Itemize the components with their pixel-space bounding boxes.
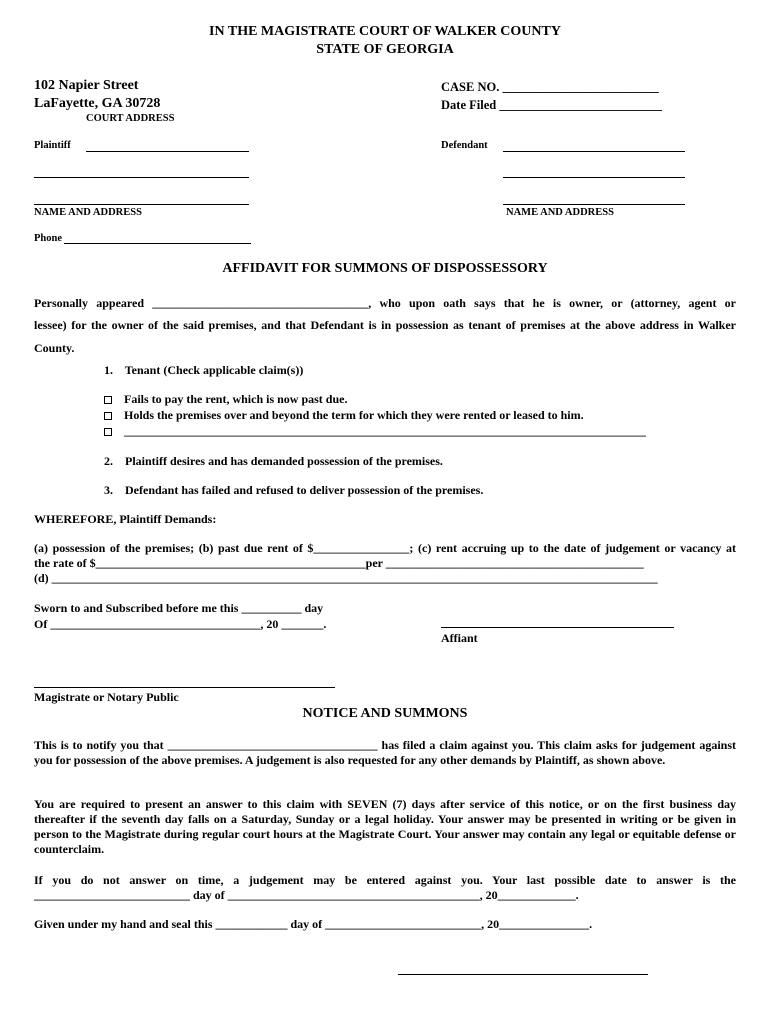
case-number-field[interactable]: CASE NO. _________________________ bbox=[441, 80, 659, 94]
plaintiff-name-address-label: NAME AND ADDRESS bbox=[34, 207, 142, 218]
item-1-label: 1. Tenant (Check applicable claim(s)) bbox=[104, 363, 304, 377]
affidavit-para-line-3: County. bbox=[34, 341, 75, 355]
affidavit-para-line-2: lessee) for the owner of the said premises, and that Defendant is in possession as tenant of premises at the above address in Walker bbox=[34, 318, 736, 332]
affidavit-para-line-1: Personally appeared ____________________________________, who upon oath says that he is owner, or (attorney, agent or bbox=[34, 296, 736, 310]
item-2-label: 2. Plaintiff desires and has demanded possession of the premises. bbox=[104, 454, 443, 468]
defendant-label: Defendant bbox=[441, 140, 488, 151]
claim-option-2: Holds the premises over and beyond the term for which they were rented or leased to him. bbox=[124, 408, 584, 422]
answer-date-line[interactable]: __________________________ day of __________________________________________, 20_____________. bbox=[34, 888, 579, 902]
date-filed-field[interactable]: Date Filed __________________________ bbox=[441, 98, 662, 112]
affidavit-title: AFFIDAVIT FOR SUMMONS OF DISPOSSESSORY bbox=[222, 261, 548, 276]
affiant-label: Affiant bbox=[441, 631, 478, 645]
sworn-line-2[interactable]: Of ___________________________________, 20 _______. bbox=[34, 617, 327, 631]
court-title: IN THE MAGISTRATE COURT OF WALKER COUNTY bbox=[209, 24, 561, 39]
sworn-line-1[interactable]: Sworn to and Subscribed before me this __________ day bbox=[34, 601, 324, 615]
magistrate-label: Magistrate or Notary Public bbox=[34, 690, 179, 704]
item-3-label: 3. Defendant has failed and refused to deliver possession of the premises. bbox=[104, 483, 484, 497]
notice-paragraph-3-line-1: If you do not answer on time, a judgement may be entered against you. Your last possible date to answer is the bbox=[34, 873, 736, 887]
defendant-name-line[interactable] bbox=[503, 151, 685, 152]
defendant-address-line-2[interactable] bbox=[503, 204, 685, 205]
defendant-name-address-label: NAME AND ADDRESS bbox=[506, 207, 614, 218]
phone-label: Phone bbox=[34, 233, 63, 244]
plaintiff-address-line-2[interactable] bbox=[34, 204, 249, 205]
court-city: LaFayette, GA 30728 bbox=[34, 96, 161, 111]
wherefore-label: WHEREFORE, Plaintiff Demands: bbox=[34, 512, 217, 526]
plaintiff-address-line-1[interactable] bbox=[34, 177, 249, 178]
notice-paragraph-1: This is to notify you that ___________________________________ has filed a claim against you. This claim asks for judgement against you for possession of the above premises. A judgement is also requested for any other demands by Plaintiff, as shown above. bbox=[34, 738, 736, 767]
claim-checkbox-3[interactable] bbox=[104, 428, 112, 436]
demand-rate-line[interactable]: the rate of $_____________________________________________per ___________________________________________ bbox=[34, 556, 644, 570]
given-under-hand-line[interactable]: Given under my hand and seal this ____________ day of __________________________, 20_______________. bbox=[34, 917, 593, 931]
defendant-address-line-1[interactable] bbox=[503, 177, 685, 178]
plaintiff-name-line[interactable] bbox=[86, 151, 249, 152]
court-address-label: COURT ADDRESS bbox=[86, 113, 175, 124]
demand-d-line[interactable]: (d) _____________________________________________________________________________________________________ bbox=[34, 571, 658, 585]
state-title: STATE OF GEORGIA bbox=[316, 42, 454, 57]
final-signature-line[interactable] bbox=[398, 974, 648, 975]
claim-checkbox-2[interactable] bbox=[104, 412, 112, 420]
affiant-signature-line[interactable] bbox=[441, 627, 674, 628]
demand-a-line[interactable]: (a) possession of the premises; (b) past due rent of $________________; (c) rent accruing up to the date of judgement or vacancy at bbox=[34, 541, 736, 555]
notice-title: NOTICE AND SUMMONS bbox=[302, 706, 468, 721]
claim-option-1: Fails to pay the rent, which is now past due. bbox=[124, 392, 348, 406]
claim-checkbox-1[interactable] bbox=[104, 396, 112, 404]
claim-option-3-blank[interactable]: _______________________________________________________________________________________ bbox=[124, 424, 646, 438]
magistrate-signature-line[interactable] bbox=[34, 687, 335, 688]
court-street: 102 Napier Street bbox=[34, 78, 139, 93]
plaintiff-label: Plaintiff bbox=[34, 140, 71, 151]
notice-paragraph-2: You are required to present an answer to this claim with SEVEN (7) days after service of this notice, or on the first business day thereafter if the seventh day falls on a Saturday, Sunday or a legal holiday. Your answer may be presented in writing or be given in person to the Magistrate during regular court hours at the Magistrate Court. Your answer may contain any legal or equitable defense or counterclaim. bbox=[34, 797, 736, 856]
phone-line[interactable] bbox=[64, 243, 251, 244]
